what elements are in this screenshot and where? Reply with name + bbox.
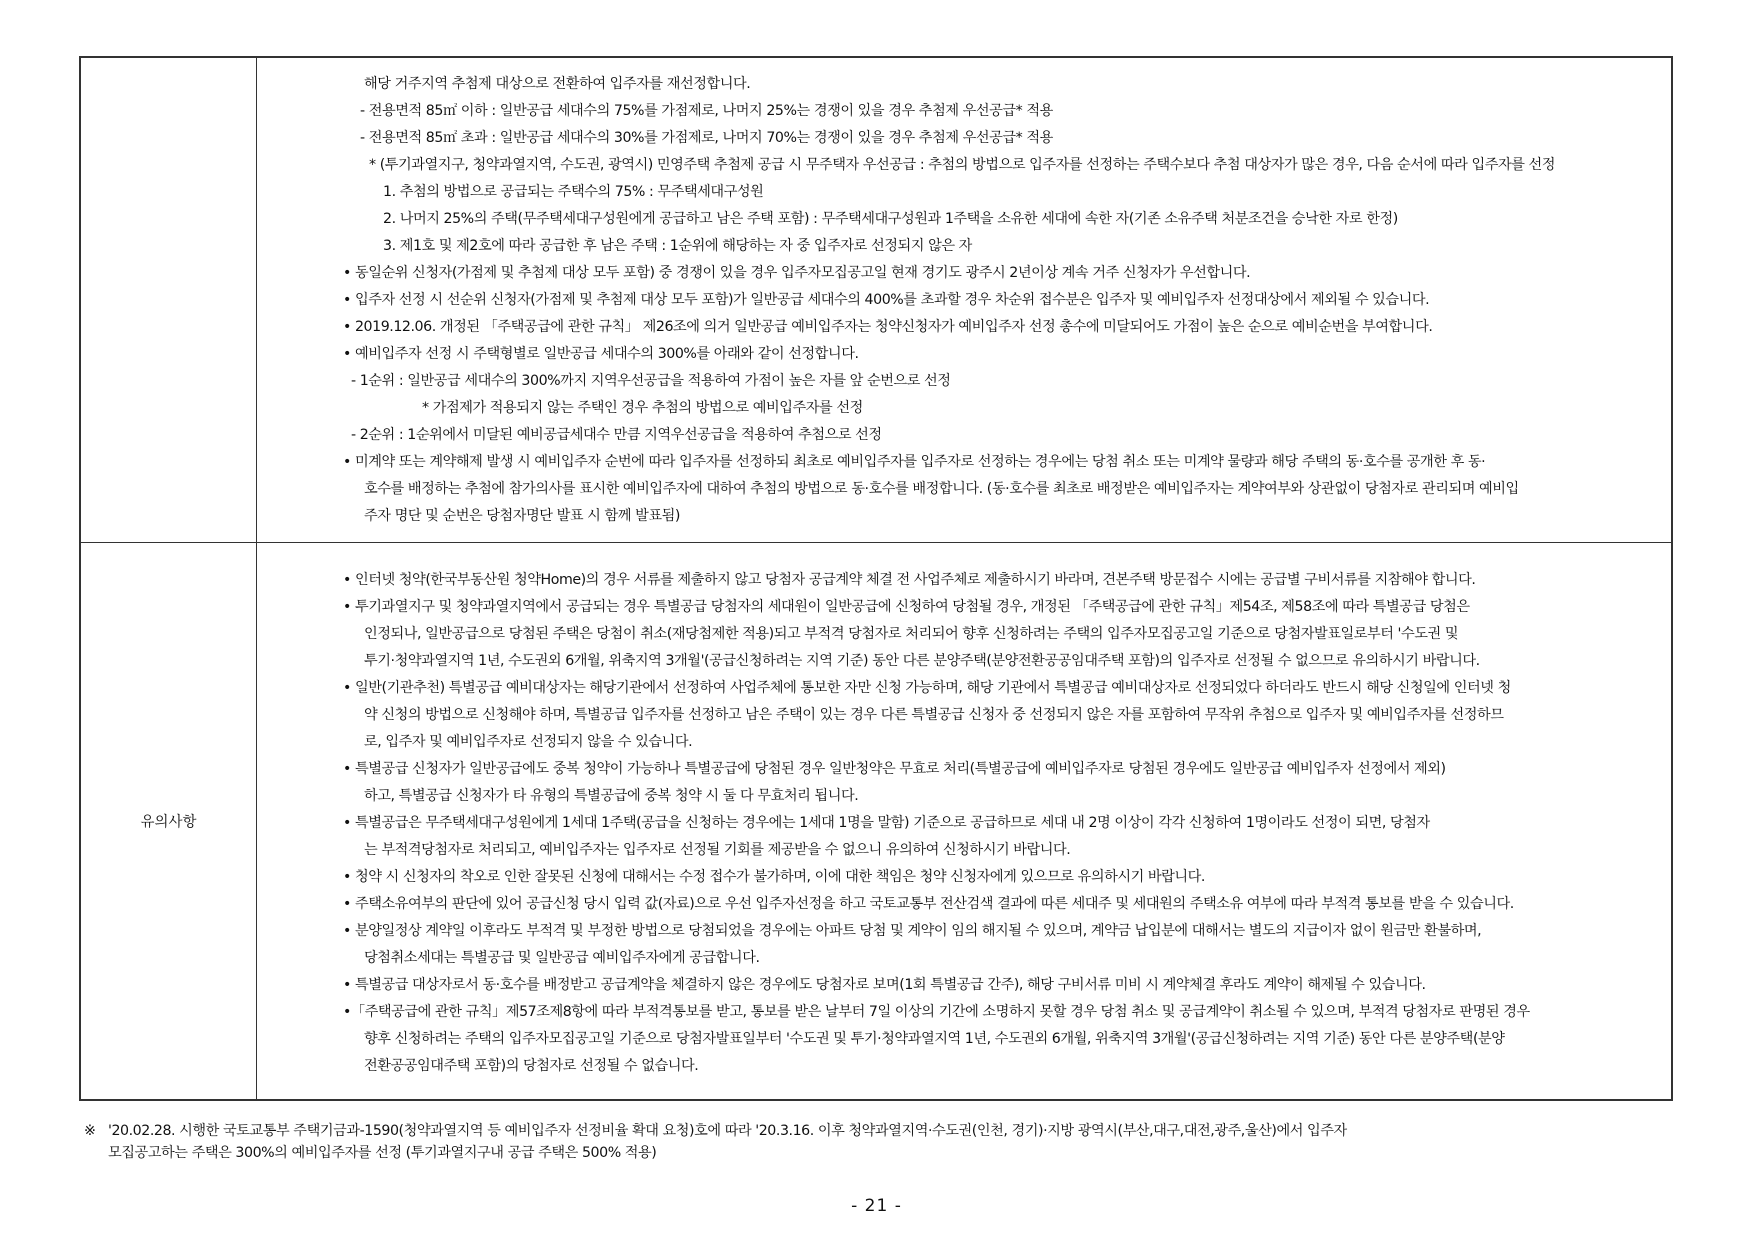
- bullet-line: • 분양일정상 계약일 이후라도 부적격 및 부정한 방법으로 당첨되었을 경우에는 아파트 당첨 및 계약이 임의 해지될 수 있으며, 계약금 납입분에 대해서는 별도의 지급이자 없이 원금만 환불하며,: [343, 923, 1482, 939]
- text-line: 1. 추첨의 방법으로 공급되는 주택수의 75% : 무주택세대구성원: [383, 184, 764, 200]
- footnote-line: 모집공고하는 주택은 300%의 예비입주자를 선정 (투기과열지구내 공급 주택은 500% 적용): [108, 1145, 657, 1161]
- bullet-line: • 특별공급은 무주택세대구성원에게 1세대 1주택(공급을 신청하는 경우에는 1세대 1명을 말함) 기준으로 공급하므로 세대 내 2명 이상이 각각 신청하여 1명이라도 선정이 되면, 당첨자: [343, 815, 1430, 831]
- caution-row: [81, 543, 1671, 1099]
- notice-table: [79, 56, 1673, 1101]
- bullet-line: • 주택소유여부의 판단에 있어 공급신청 당시 입력 값(자료)으로 우선 입주자선정을 하고 국토교통부 전산검색 결과에 따른 세대주 및 세대원의 주택소유 여부에 따라 부적격 통보를 받을 수 있습니다.: [343, 896, 1514, 912]
- bullet-line: • 동일순위 신청자(가점제 및 추첨제 대상 모두 포함) 중 경쟁이 있을 경우 입주자모집공고일 현재 경기도 광주시 2년이상 계속 거주 신청자가 우선합니다.: [343, 265, 1251, 281]
- text-line: 하고, 특별공급 신청자가 타 유형의 특별공급에 중복 청약 시 둘 다 무효처리 됩니다.: [364, 788, 859, 804]
- text-line: - 전용면적 85㎡ 초과 : 일반공급 세대수의 30%를 가점제로, 나머지 70%는 경쟁이 있을 경우 추첨제 우선공급* 적용: [360, 130, 1053, 146]
- text-line: 로, 입주자 및 예비입주자로 선정되지 않을 수 있습니다.: [364, 734, 693, 750]
- text-line: 3. 제1호 및 제2호에 따라 공급한 후 남은 주택 : 1순위에 해당하는 자 중 입주자로 선정되지 않은 자: [383, 238, 972, 254]
- text-line: 호수를 배정하는 추첨에 참가의사를 표시한 예비입주자에 대하여 추첨의 방법으로 동·호수를 배정합니다. (동·호수를 최초로 배정받은 예비입주자는 계약여부와 상관없이 당첨자로 관리되며 예비입: [364, 481, 1519, 497]
- bullet-line: • 특별공급 대상자로서 동·호수를 배정받고 공급계약을 체결하지 않은 경우에도 당첨자로 보며(1회 특별공급 간주), 해당 구비서류 미비 시 계약체결 후라도 계약이 해제될 수 있습니다.: [343, 977, 1426, 993]
- text-line: - 전용면적 85㎡ 이하 : 일반공급 세대수의 75%를 가점제로, 나머지 25%는 경쟁이 있을 경우 추첨제 우선공급* 적용: [360, 103, 1053, 119]
- text-line: - 2순위 : 1순위에서 미달된 예비공급세대수 만큼 지역우선공급을 적용하여 추첨으로 선정: [351, 427, 882, 443]
- text-line: 향후 신청하려는 주택의 입주자모집공고일 기준으로 당첨자발표일부터 '수도권 및 투기·청약과열지역 1년, 수도권외 6개월, 위축지역 3개월'(공급신청하려는 지역 기준) 동안 다른 분양주택(분양: [364, 1031, 1505, 1047]
- page-number: - 21 -: [851, 1196, 902, 1216]
- footnote-line: '20.02.28. 시행한 국토교통부 주택기금과-1590(청약과열지역 등 예비입주자 선정비율 확대 요청)호에 따라 '20.3.16. 이후 청약과열지역·수도권(인천, 경기)·지방 광역시(부산,대구,대전,광주,울산)에서 입주자: [108, 1123, 1347, 1139]
- text-line: 전환공공임대주택 포함)의 당첨자로 선정될 수 없습니다.: [364, 1058, 699, 1074]
- row-label-cell: [81, 543, 257, 1099]
- bullet-line: • 미계약 또는 계약해제 발생 시 예비입주자 순번에 따라 입주자를 선정하되 최초로 예비입주자를 입주자로 선정하는 경우에는 당첨 취소 또는 미계약 물량과 해당 주택의 동·호수를 공개한 후 동·: [343, 454, 1486, 470]
- text-line: 2. 나머지 25%의 주택(무주택세대구성원에게 공급하고 남은 주택 포함) : 무주택세대구성원과 1주택을 소유한 세대에 속한 자(기존 소유주택 처분조건을 승낙한 자로 한정): [383, 211, 1398, 227]
- bullet-line: • 청약 시 신청자의 착오로 인한 잘못된 신청에 대해서는 수정 접수가 불가하며, 이에 대한 책임은 청약 신청자에게 있으므로 유의하시기 바랍니다.: [343, 869, 1205, 885]
- text-line: * 가점제가 적용되지 않는 주택인 경우 추첨의 방법으로 예비입주자를 선정: [422, 400, 863, 416]
- bullet-line: •「주택공급에 관한 규칙」제57조제8항에 따라 부적격통보를 받고, 통보를 받은 날부터 7일 이상의 기간에 소명하지 못할 경우 당첨 취소 및 공급계약이 취소될 수 있으며, 부적격 당첨자로 판명된 경우: [343, 1004, 1530, 1020]
- text-line: 는 부적격당첨자로 처리되고, 예비입주자는 입주자로 선정될 기회를 제공받을 수 없으니 유의하여 신청하시기 바랍니다.: [364, 842, 1071, 858]
- bullet-line: • 2019.12.06. 개정된 「주택공급에 관한 규칙」 제26조에 의거 일반공급 예비입주자는 청약신청자가 예비입주자 선정 총수에 미달되어도 가점이 높은 순으로 예비순번을 부여합니다.: [343, 319, 1433, 335]
- text-line: - 1순위 : 일반공급 세대수의 300%까지 지역우선공급을 적용하여 가점이 높은 자를 앞 순번으로 선정: [351, 373, 951, 389]
- row-label-cell: [81, 58, 257, 542]
- bullet-line: • 일반(기관추천) 특별공급 예비대상자는 해당기관에서 선정하여 사업주체에 통보한 자만 신청 가능하며, 해당 기관에서 특별공급 예비대상자로 선정되었다 하더라도 반드시 해당 신청일에 인터넷 청: [343, 680, 1511, 696]
- bullet-line: • 특별공급 신청자가 일반공급에도 중복 청약이 가능하나 특별공급에 당첨된 경우 일반청약은 무효로 처리(특별공급에 예비입주자로 당첨된 경우에도 일반공급 예비입주자 선정에서 제외): [343, 761, 1446, 777]
- bullet-line: • 인터넷 청약(한국부동산원 청약Home)의 경우 서류를 제출하지 않고 당첨자 공급계약 체결 전 사업주체로 제출하시기 바라며, 견본주택 방문접수 시에는 공급별 구비서류를 지참해야 합니다.: [343, 572, 1476, 588]
- text-line: 약 신청의 방법으로 신청해야 하며, 특별공급 입주자를 선정하고 남은 주택이 있는 경우 다른 특별공급 신청자 중 선정되지 않은 자를 포함하여 무작위 추첨으로 입주자 및 예비입주자를 선정하므: [364, 707, 1504, 723]
- text-line: * (투기과열지구, 청약과열지역, 수도권, 광역시) 민영주택 추첨제 공급 시 무주택자 우선공급 : 추첨의 방법으로 입주자를 선정하는 주택수보다 추첨 대상자가 많은 경우, 다음 순서에 따라 입주자를 선정: [369, 157, 1556, 173]
- reference-mark-icon: ※: [84, 1123, 96, 1139]
- caution-label: 유의사항: [140, 814, 197, 831]
- caution-content: [257, 543, 1671, 1099]
- text-line: 투기·청약과열지역 1년, 수도권외 6개월, 위축지역 3개월'(공급신청하려는 지역 기준) 동안 다른 분양주택(분양전환공공임대주택 포함)의 입주자로 선정될 수 없으므로 유의하시기 바랍니다.: [364, 653, 1480, 669]
- text-line: 주자 명단 및 순번은 당첨자명단 발표 시 함께 발표됨): [364, 508, 680, 524]
- bullet-line: • 투기과열지구 및 청약과열지역에서 공급되는 경우 특별공급 당첨자의 세대원이 일반공급에 신청하여 당첨될 경우, 개정된 「주택공급에 관한 규칙」제54조, 제58조에 따라 특별공급 당첨은: [343, 599, 1470, 615]
- text-line: 해당 거주지역 추첨제 대상으로 전환하여 입주자를 재선정합니다.: [364, 76, 751, 92]
- text-line: 인정되나, 일반공급으로 당첨된 주택은 당첨이 취소(재당첨제한 적용)되고 부적격 당첨자로 처리되어 향후 신청하려는 주택의 입주자모집공고일 기준으로 당첨자발표일로부터 '수도권 및: [364, 626, 1459, 642]
- selection-method-content: [257, 58, 1671, 542]
- bullet-line: • 입주자 선정 시 선순위 신청자(가점제 및 추첨제 대상 모두 포함)가 일반공급 세대수의 400%를 초과할 경우 차순위 접수분은 입주자 및 예비입주자 선정대상에서 제외될 수 있습니다.: [343, 292, 1430, 308]
- selection-method-row: [81, 58, 1671, 543]
- text-line: 당첨취소세대는 특별공급 및 일반공급 예비입주자에게 공급합니다.: [364, 950, 760, 966]
- bullet-line: • 예비입주자 선정 시 주택형별로 일반공급 세대수의 300%를 아래와 같이 선정합니다.: [343, 346, 859, 362]
